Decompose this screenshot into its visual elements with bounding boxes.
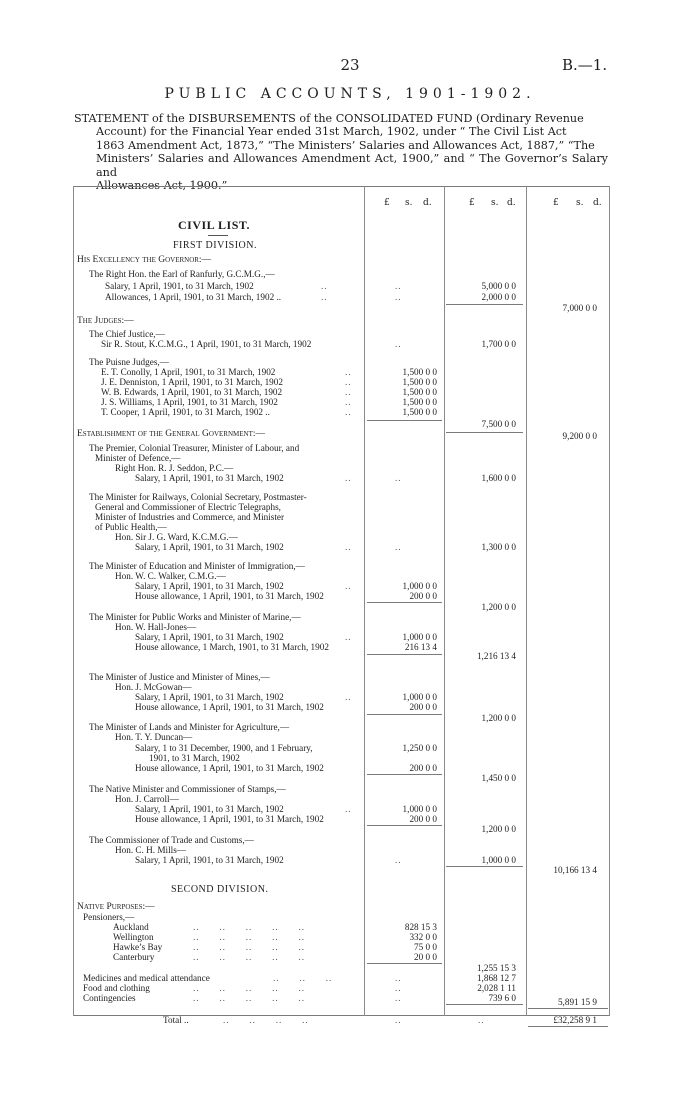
- civil-list-heading: CIVIL LIST.: [178, 218, 250, 232]
- page-number: 23: [340, 56, 360, 74]
- line-item: Hawke’s Bay .. .. .. .. .. 75 0 0: [113, 942, 437, 952]
- section-heading: His Excellency the Governor:—: [77, 255, 212, 265]
- line-item: T. Cooper, 1 April, 1901, to 31 March, 1902 .. .. 1,500 0 0: [101, 407, 437, 417]
- line-item: House allowance, 1 March, 1901, to 31 March, 1902 216 13 4: [135, 642, 437, 652]
- col-pounds: £: [553, 198, 559, 208]
- line-item: Contingencies .. .. .. .. .. .. 739 6 0: [83, 993, 516, 1003]
- line-item: Salary, 1 April, 1901, to 31 March, 1902 .. .. 5,000 0 0: [105, 281, 516, 291]
- col-pence: d.: [593, 198, 602, 208]
- line-item: House allowance, 1 April, 1901, to 31 March, 1902 200 0 0: [135, 591, 437, 601]
- subtotal: 5,891 15 9: [557, 997, 597, 1007]
- line-item: Salary, 1 April, 1901, to 31 March, 1902 .. 1,000 0 0: [135, 692, 437, 702]
- line-item: Salary, 1 April, 1901, to 31 March, 1902 .. 1,000 0 0: [135, 581, 437, 591]
- col-shillings: s.: [576, 198, 584, 208]
- line-item: House allowance, 1 April, 1901, to 31 March, 1902 200 0 0: [135, 702, 437, 712]
- line-item: Food and clothing .. .. .. .. .. .. 2,028 1 11: [83, 983, 516, 993]
- line-item: Salary, 1 April, 1901, to 31 March, 1902 .. 1,000 0 0: [135, 632, 437, 642]
- subtotal: 1,200 0 0: [481, 713, 516, 723]
- line-item: Wellington .. .. .. .. .. 332 0 0: [113, 932, 437, 942]
- line-item: J. S. Williams, 1 April, 1901, to 31 March, 1902 .. 1,500 0 0: [101, 397, 437, 407]
- statement-line: Account) for the Financial Year ended 31st March, 1902, under “ The Civil List Act: [96, 125, 567, 139]
- subtotal: 1,200 0 0: [481, 602, 516, 612]
- total-row: Total .. .. .. .. .. .. .. £32,258 9 1: [163, 1015, 597, 1025]
- line-item: House allowance, 1 April, 1901, to 31 March, 1902 200 0 0: [135, 814, 437, 824]
- col-pounds: £: [384, 198, 390, 208]
- statement-heading: [74, 112, 608, 192]
- subtotal: 1,216 13 4: [476, 651, 516, 661]
- line-item: W. B. Edwards, 1 April, 1901, to 31 March, 1902 .. 1,500 0 0: [101, 387, 437, 397]
- document-reference: B.—1.: [562, 56, 608, 74]
- subtotal: 7,500 0 0: [481, 419, 516, 429]
- subtotal: 10,166 13 4: [553, 865, 597, 875]
- page-title: PUBLIC ACCOUNTS, 1901-1902.: [164, 86, 536, 102]
- line-item: Auckland .. .. .. .. .. 828 15 3: [113, 922, 437, 932]
- line-item: Salary, 1 to 31 December, 1900, and 1 February, 1,250 0 0: [135, 743, 437, 753]
- statement-line: Ministers’ Salaries and Allowances Amendment Act, 1900,” and “ The Governor’s Salary and: [96, 152, 608, 179]
- col-pounds: £: [469, 198, 475, 208]
- subtotal: 1,255 15 3: [476, 963, 516, 973]
- subtotal: 1,450 0 0: [481, 773, 516, 783]
- line-item: Allowances, 1 April, 1901, to 31 March, 1902 .. .. .. 2,000 0 0: [105, 292, 516, 302]
- statement-line: STATEMENT of the DISBURSEMENTS of the CONSOLIDATED FUND (Ordinary Revenue: [74, 112, 584, 125]
- statement-line: 1863 Amendment Act, 1873,” “The Ministers’ Salaries and Allowances Act, 1887,” “The: [96, 138, 595, 152]
- line-item: Medicines and medical attendance .. .. .. .. 1,868 12 7: [83, 973, 516, 983]
- section-heading: Native Purposes:—: [77, 902, 155, 912]
- first-division-heading: FIRST DIVISION.: [173, 240, 257, 251]
- line-item: Salary, 1 April, 1901, to 31 March, 1902 .. .. 1,600 0 0: [135, 473, 516, 483]
- subtotal: 1,200 0 0: [481, 824, 516, 834]
- col-shillings: s.: [491, 198, 499, 208]
- subtotal: 9,200 0 0: [562, 431, 597, 441]
- col-pence: d.: [423, 198, 432, 208]
- second-division-heading: SECOND DIVISION.: [171, 884, 269, 895]
- line-item: Canterbury .. .. .. .. .. 20 0 0: [113, 952, 437, 962]
- table-top-rule: [73, 186, 610, 187]
- line-item: E. T. Conolly, 1 April, 1901, to 31 March, 1902 .. 1,500 0 0: [101, 367, 437, 377]
- subtotal: 7,000 0 0: [562, 303, 597, 313]
- line-item: Salary, 1 April, 1901, to 31 March, 1902 .. 1,000 0 0: [135, 855, 516, 865]
- section-heading: Establishment of the General Government:—: [77, 429, 265, 439]
- line-item: Sir R. Stout, K.C.M.G., 1 April, 1901, to 31 March, 1902 .. 1,700 0 0: [101, 339, 516, 349]
- col-shillings: s.: [405, 198, 413, 208]
- line-item: J. E. Denniston, 1 April, 1901, to 31 March, 1902 .. 1,500 0 0: [101, 377, 437, 387]
- line-item: Salary, 1 April, 1901, to 31 March, 1902 .. 1,000 0 0: [135, 804, 437, 814]
- line-item: House allowance, 1 April, 1901, to 31 March, 1902 200 0 0: [135, 763, 437, 773]
- col-pence: d.: [507, 198, 516, 208]
- line-item: Salary, 1 April, 1901, to 31 March, 1902 .. .. 1,300 0 0: [135, 542, 516, 552]
- statement-line: Allowances Act, 1900.”: [96, 179, 228, 193]
- section-heading: The Judges:—: [77, 316, 134, 326]
- ledger-table: £ s. d. £ s. d. £ s. d. CIVIL LIST. FIRST DIVISION. His Excellency the Governor:— The Right Hon. the Earl of Ranfurly, G.C.M.G.,— Salary, 1 April, 1901, to 31 March, 1902 .. .. 5,000 0 0 Allowances, 1 April, 1901, to 31 March, 1902 .. .. .. 2,000 0 0 7,000 0 0 The Judges:— The Chief Justice,— Sir R. Stout, K.C.M.G., 1 April, 1901, to 31 March, 1902 .. 1,700 0 0 The Puisne Judges,— E. T. Conolly, 1 April, 1901, to 31 March, 1902 .. 1,500 0 0 J. E. Denniston, 1 April, 1901, to 31 March, 1902 .. 1,500 0 0 W. B. Edwards, 1 April, 1901, to 31 March, 1902 .. 1,500 0 0 J. S. Williams, 1 April, 1901, to 31 March, 1902 .. 1,500 0 0 T. Cooper, 1 April, 1901, to 31 March, 1902 .. .. 1,500 0 0 7,500 0 0 9,200 0 0 Establishment of the General Government:— The Premier, Colonial Treasurer, Minister of Labour, and Minister of Defence,— Right Hon. R. J. Seddon, P.C.— Salary, 1 April, 1901, to 31 March, 1902 .. .. 1,600 0 0 The Minister for Railways, Colonial Secretary, Postmaster- General and Commissioner of Electric Telegraphs, Minister of Industries and Commerce, and Minister of Public Health,— Hon. Sir J. G. Ward, K.C.M.G.— Salary, 1 April, 1901, to 31 March, 1902 .. .. 1,300 0 0 The Minister of Education and Minister of Immigration,— Hon. W. C. Walker, C.M.G.— Salary, 1 April, 1901, to 31 March, 1902 .. 1,000 0 0 House allowance, 1 April, 1901, to 31 March, 1902 200 0 0 1,200 0 0 The Minister for Public Works and Minister of Marine,— Hon. W. Hall-Jones— Salary, 1 April, 1901, to 31 March, 1902 .. 1,000 0 0 House allowance, 1 March, 1901, to 31 March, 1902 216 13 4 1,216 13 4 The Minister of Justice and Minister of Mines,— Hon. J. McGowan— Salary, 1 April, 1901, to 31 March, 1902 .. 1,000 0 0 House allowance, 1 April, 1901, to 31 March, 1902 200 0 0 1,200 0 0 The Minister of Lands and Minister for Agriculture,— Hon. T. Y. Duncan— Salary, 1 to 31 December, 1900, and 1 February, 1,250 0 0 1901, to 31 March, 1902 House allowance, 1 April, 1901, to 31 March, 1902 200 0 0 1,450 0 0 The Native Minister and Commissioner of Stamps,— Hon. J. Carroll— Salary, 1 April, 1901, to 31 March, 1902 .. 1,000 0 0 House allowance, 1 April, 1901, to 31 March, 1902 200 0 0 1,200 0 0 The Commissioner of Trade and Customs,— Hon. C. H. Mills— Salary, 1 April, 1901, to 31 March, 1902 .. 1,000 0 0 10,166 13 4 SECOND DIVISION. Native Purposes:— Pensioners,— Auckland .. .. .. .. .. 828 15 3 Wellington .. .. .. .. .. 332 0 0 Hawke’s Bay .. .. .. .. .. 75 0 0 Canterbury .. .. .. .. .. 20 0 0 1,255 15 3 Medicines and medical attendance .. .. .. .. 1,868 12 7 Food and clothing .. .. .. .. .. .. 2,028 1 11 Contingencies .. .. .. .. .. .. 739 6 0: [73, 186, 610, 1018]
